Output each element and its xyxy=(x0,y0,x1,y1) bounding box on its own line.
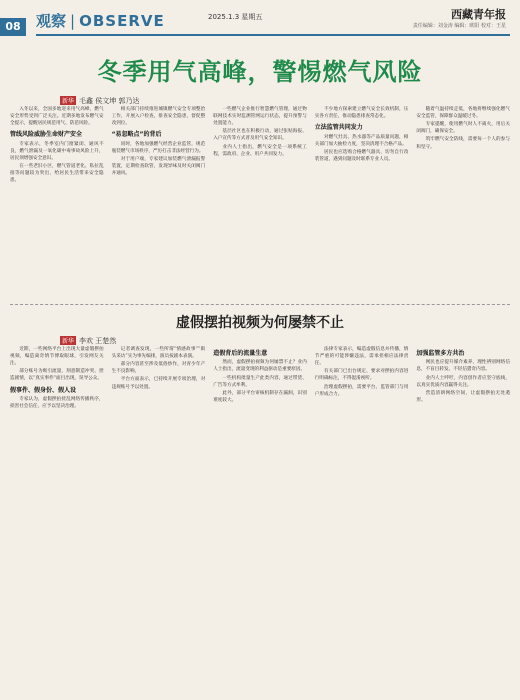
article1-body xyxy=(10,106,510,302)
article1-column-1 xyxy=(10,106,104,302)
paragraph: 入冬以来，全国多地迎来用气高峰，燃气安全形势受到广泛关注。近期多地发布燃气安全提示，提醒居民规范用气、防范风险。 xyxy=(10,107,104,127)
article1-subhead-2: “易忽略点”的背后 xyxy=(111,131,162,139)
paragraph: 一些机构批量生产此类内容，通过带货、广告等方式牟利。 xyxy=(213,375,307,388)
paragraph: 部分内容甚至涉及低俗炒作，对青少年产生不良影响。 xyxy=(111,362,206,375)
article2-subhead-3: 加强监管多方共治 xyxy=(416,350,465,357)
paragraph: 此外，部分平台审核机制存在漏洞，识别难度较大。 xyxy=(213,390,307,403)
paragraph: 近期，一些网络平台上出现大量虚假摆拍视频，编造离奇情节博取眼球，引发网友关注。 xyxy=(10,347,104,367)
article2-subhead-1: 假事件、假身份、假人设 xyxy=(10,386,77,394)
paragraph: 筑牢燃气安全防线，需要每一个人的参与和坚守。 xyxy=(416,137,510,150)
editor-credits: 责任编辑：刘金涛 编辑：欧阳 校对：王星 xyxy=(412,23,506,29)
article-divider xyxy=(10,304,510,305)
article2-column-4 xyxy=(315,346,409,692)
paragraph: 不少地方探索建立燃气安全长效机制，压实各方责任，推动隐患排查常态化。 xyxy=(314,107,409,120)
section-divider: | xyxy=(70,12,76,30)
paragraph: 营造清朗网络空间，让虚假摆拍无处遁形。 xyxy=(416,390,510,403)
article1-byline-tag: 新华 xyxy=(62,98,75,105)
paragraph: 网民也应提升媒介素养，理性辨别网络信息，不盲目转发、不轻信猎奇内容。 xyxy=(416,360,510,373)
paragraph: 法律专家表示，编造虚假信息并传播，情节严重的可能涉嫌违法，需承担相应法律责任。 xyxy=(314,347,409,367)
section-title xyxy=(36,10,165,31)
header-rule xyxy=(36,34,510,36)
article1-subhead-1: 管线风险威胁生命财产安全 xyxy=(10,131,83,139)
paragraph: 专家表示，冬季室内门窗紧闭、通风不良，燃气泄漏及一氧化碳中毒事故风险上升，居民须增强安全意识。 xyxy=(10,141,104,161)
paragraph: 随着气温持续走低，各地将继续强化燃气安全监管，保障群众温暖过冬。 xyxy=(416,107,510,120)
masthead: 西藏青年报 xyxy=(451,8,506,21)
paragraph: 专家认为，虚假摆拍扰乱网络传播秩序，损害社会信任，应予以坚决治理。 xyxy=(10,396,104,409)
paragraph: 有关部门已出台规定，要求对摆拍内容进行明确标注，不得混淆视听。 xyxy=(314,369,409,382)
article1-column-3 xyxy=(213,106,307,302)
article1-byline xyxy=(60,96,139,106)
article2-byline xyxy=(60,336,116,346)
paragraph: 基层社区也在积极行动，通过张贴海报、入户宣传等方式普及用气安全知识。 xyxy=(213,129,307,142)
article2-byline-tag: 新华 xyxy=(62,338,75,345)
paragraph: 然而，虚假摆拍视频为何屡禁不止？业内人士指出，流量变现的利益驱动是重要原因。 xyxy=(213,360,307,373)
paragraph: 对于用户端，专家建议加装燃气泄漏报警装置，定期检查软管，发现异味及时关闭阀门并通风。 xyxy=(111,156,206,177)
paragraph: 业内人士呼吁，内容创作者应坚守底线，以真实优质内容赢得关注。 xyxy=(416,375,510,388)
paragraph: 居民也应选购合格燃气器具，切勿自行改装管道，遇到问题及时联系专业人员。 xyxy=(314,149,409,162)
article2-column-2 xyxy=(112,346,206,692)
paragraph: 记者调查发现，一些所谓“情感故事”“街头采访”实为事先编排，演员按剧本表演。 xyxy=(111,347,206,360)
article2-column-1 xyxy=(10,346,104,692)
paragraph: 同时，各地加强燃气经营企业监管，规范瓶装燃气市场秩序，严厉打击非法经营行为。 xyxy=(111,141,206,154)
section-title-cn: 观察 xyxy=(36,12,67,30)
article2-headline: 虚假摆拍视频为何屡禁不止 xyxy=(176,315,344,331)
paragraph: 一些燃气企业推行智慧燃气管理，通过物联网技术实时监测管网运行状态，提升预警与处置能力。 xyxy=(213,107,307,127)
paragraph: 在一些老旧小区，燃气管道老化、私拉乱接等问题较为突出，给居民生活带来安全隐患。 xyxy=(10,163,104,184)
article1-byline-text: 毛鑫 侯文坤 郭乃达 xyxy=(79,97,140,105)
paragraph: 专家提醒，使用燃气时人不离火，用后关闭阀门，确保安全。 xyxy=(416,122,510,135)
article1-subhead-3: 立法监管共同发力 xyxy=(314,124,363,132)
page-header xyxy=(0,0,520,44)
article2-column-3 xyxy=(213,346,307,692)
paragraph: 平台方面表示，已持续开展专项治理，对违规账号予以处置。 xyxy=(111,377,206,390)
paragraph: 部分账号为吸引流量，刻意制造冲突、捏造剧情，以“真实事件”面目出现，误导公众。 xyxy=(10,369,104,382)
paragraph: 对燃气灶具、热水器等产品质量问题，相关部门加大抽检力度，坚决清理不合格产品。 xyxy=(314,134,409,147)
article2-body xyxy=(10,346,510,692)
page-number: 08 xyxy=(0,18,26,36)
section-title-en: OBSERVE xyxy=(79,12,165,30)
article1-column-4 xyxy=(315,106,409,302)
article1-column-2 xyxy=(112,106,206,302)
article2-byline-text: 李欢 王楚然 xyxy=(79,337,117,345)
article2-subhead-2: 造假背后的流量生意 xyxy=(213,350,268,357)
article1-headline: 冬季用气高峰，警惕燃气风险 xyxy=(97,58,423,86)
issue-date: 2025.1.3 星期五 xyxy=(208,13,263,21)
paragraph: 业内人士指出，燃气安全是一项系统工程，需政府、企业、用户共同发力。 xyxy=(213,144,307,157)
paragraph: 相关部门持续推进城镇燃气安全专项整治工作，开展入户检查，排查安全隐患，督促整改到位。 xyxy=(111,107,206,127)
article1-column-5 xyxy=(416,106,510,302)
article2-column-5 xyxy=(416,346,510,692)
paragraph: 治理虚假摆拍，需要平台、监管部门与用户形成合力。 xyxy=(314,384,409,397)
